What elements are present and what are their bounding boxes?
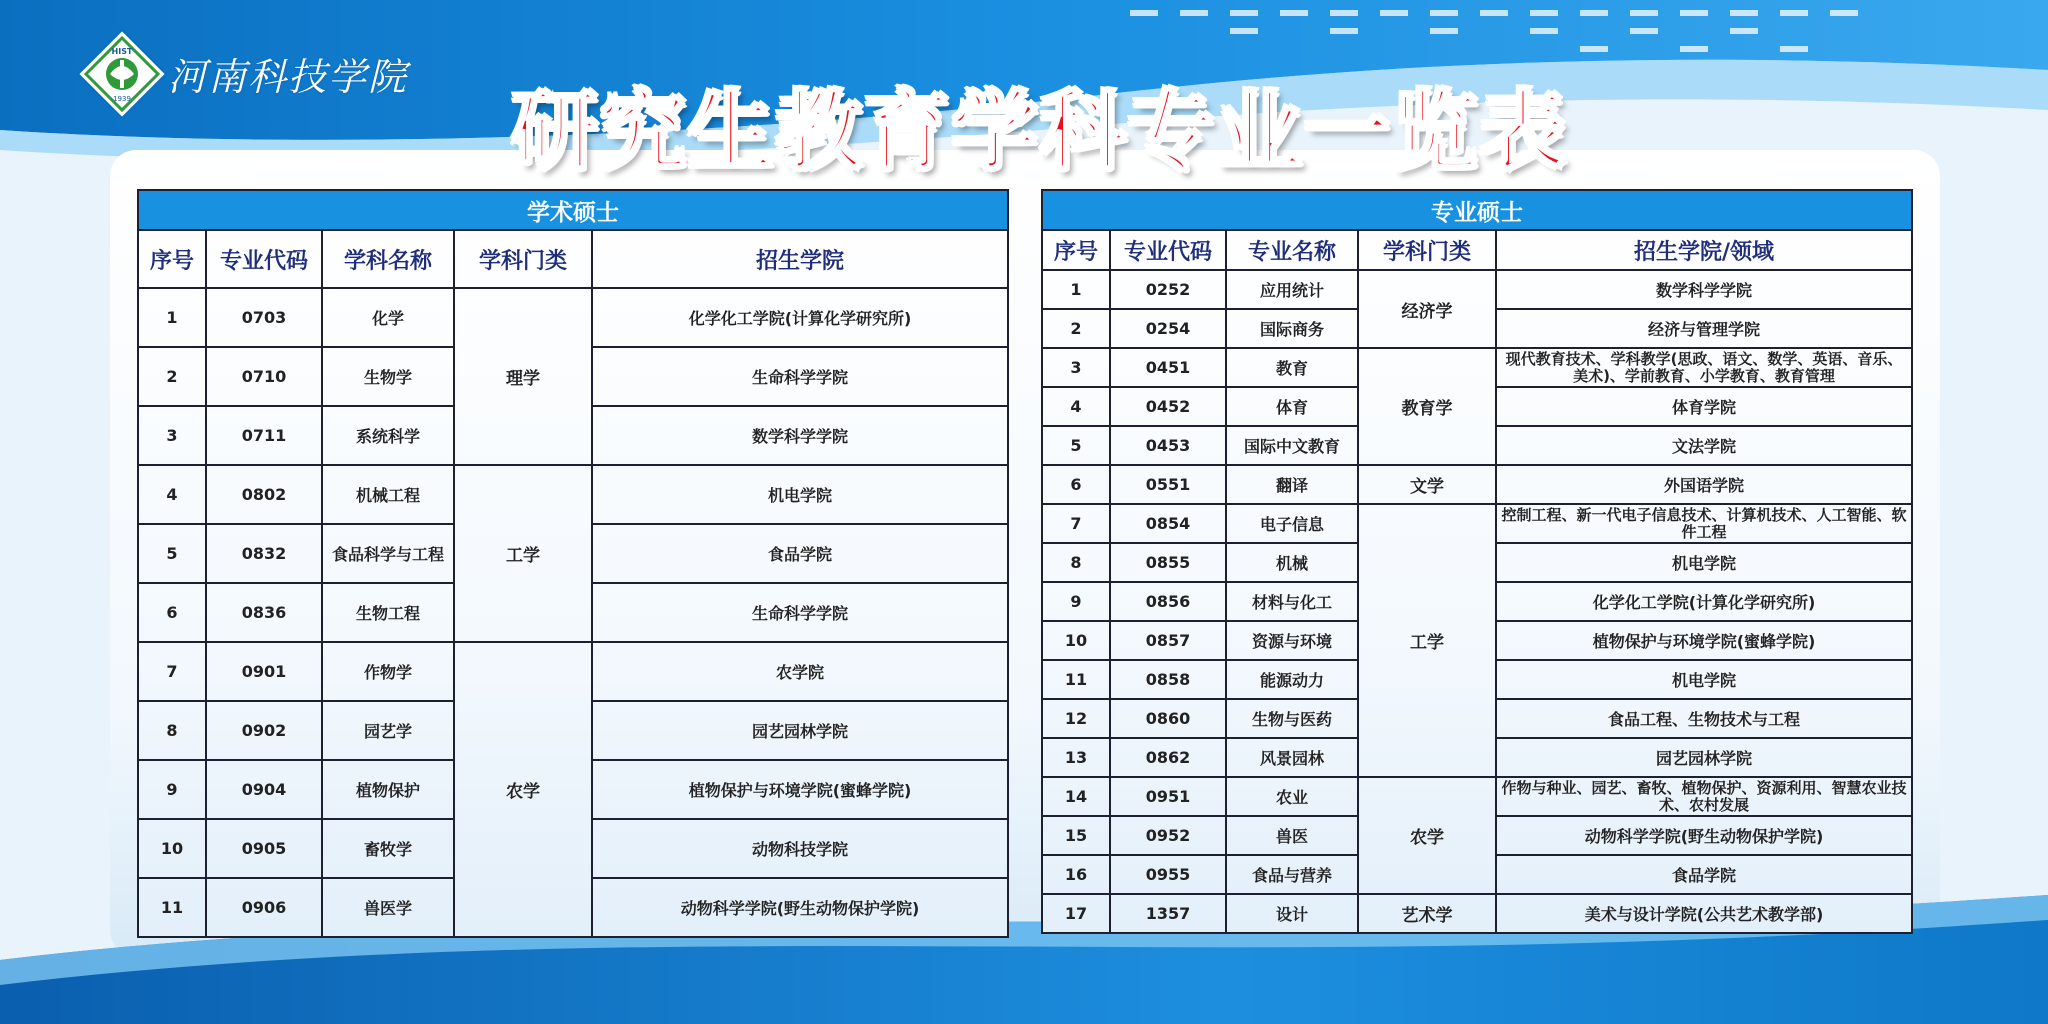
code-cell: 1357 <box>1110 894 1226 933</box>
college-cell: 动物科学学院(野生动物保护学院) <box>592 878 1008 937</box>
college-cell: 作物与种业、园艺、畜牧、植物保护、资源利用、智慧农业技术、农村发展 <box>1496 777 1912 816</box>
subject-name-cell: 生物与医药 <box>1226 699 1358 738</box>
row-number-cell: 6 <box>138 583 206 642</box>
code-cell: 0906 <box>206 878 322 937</box>
category-cell: 教育学 <box>1358 348 1496 465</box>
code-cell: 0836 <box>206 583 322 642</box>
college-cell: 机电学院 <box>1496 543 1912 582</box>
column-header: 序号 <box>138 230 206 288</box>
subject-name-cell: 生物工程 <box>322 583 454 642</box>
row-number-cell: 10 <box>1042 621 1110 660</box>
row-number-cell: 11 <box>1042 660 1110 699</box>
college-cell: 文法学院 <box>1496 426 1912 465</box>
code-cell: 0951 <box>1110 777 1226 816</box>
code-cell: 0905 <box>206 819 322 878</box>
college-cell: 植物保护与环境学院(蜜蜂学院) <box>592 760 1008 819</box>
code-cell: 0860 <box>1110 699 1226 738</box>
row-number-cell: 7 <box>1042 504 1110 543</box>
subject-name-cell: 畜牧学 <box>322 819 454 878</box>
code-cell: 0254 <box>1110 309 1226 348</box>
row-number-cell: 4 <box>1042 387 1110 426</box>
table-row <box>1042 777 1912 816</box>
college-cell: 机电学院 <box>592 465 1008 524</box>
college-cell: 农学院 <box>592 642 1008 701</box>
category-cell: 文学 <box>1358 465 1496 504</box>
subject-name-cell: 生物学 <box>322 347 454 406</box>
subject-name-cell: 兽医 <box>1226 816 1358 855</box>
column-header: 学科门类 <box>1358 230 1496 270</box>
subject-name-cell: 能源动力 <box>1226 660 1358 699</box>
table-row <box>1042 894 1912 933</box>
subject-name-cell: 系统科学 <box>322 406 454 465</box>
table-row <box>138 288 1008 347</box>
subject-name-cell: 体育 <box>1226 387 1358 426</box>
row-number-cell: 14 <box>1042 777 1110 816</box>
row-number-cell: 2 <box>1042 309 1110 348</box>
subject-name-cell: 国际中文教育 <box>1226 426 1358 465</box>
college-cell: 食品学院 <box>592 524 1008 583</box>
row-number-cell: 17 <box>1042 894 1110 933</box>
subject-name-cell: 机械 <box>1226 543 1358 582</box>
school-logo <box>76 28 409 118</box>
table-band-title: 学术硕士 <box>138 190 1008 230</box>
table-band-title: 专业硕士 <box>1042 190 1912 230</box>
row-number-cell: 2 <box>138 347 206 406</box>
page-title: 研究生教育学科专业一览表 <box>512 81 1568 182</box>
college-cell: 数学科学学院 <box>592 406 1008 465</box>
row-number-cell: 16 <box>1042 855 1110 894</box>
subject-name-cell: 设计 <box>1226 894 1358 933</box>
code-cell: 0451 <box>1110 348 1226 387</box>
subject-name-cell: 翻译 <box>1226 465 1358 504</box>
subject-name-cell: 兽医学 <box>322 878 454 937</box>
row-number-cell: 11 <box>138 878 206 937</box>
college-cell: 生命科学学院 <box>592 347 1008 406</box>
college-cell: 食品工程、生物技术与工程 <box>1496 699 1912 738</box>
subject-name-cell: 资源与环境 <box>1226 621 1358 660</box>
code-cell: 0901 <box>206 642 322 701</box>
code-cell: 0955 <box>1110 855 1226 894</box>
subject-name-cell: 国际商务 <box>1226 309 1358 348</box>
college-cell: 生命科学学院 <box>592 583 1008 642</box>
table-row <box>1042 504 1912 543</box>
college-cell: 美术与设计学院(公共艺术教学部) <box>1496 894 1912 933</box>
code-cell: 0711 <box>206 406 322 465</box>
row-number-cell: 5 <box>138 524 206 583</box>
category-cell: 经济学 <box>1358 270 1496 348</box>
college-cell: 化学化工学院(计算化学研究所) <box>592 288 1008 347</box>
subject-name-cell: 食品科学与工程 <box>322 524 454 583</box>
column-header: 专业名称 <box>1226 230 1358 270</box>
code-cell: 0710 <box>206 347 322 406</box>
code-cell: 0952 <box>1110 816 1226 855</box>
row-number-cell: 1 <box>138 288 206 347</box>
column-header: 招生学院/领域 <box>1496 230 1912 270</box>
column-header: 专业代码 <box>1110 230 1226 270</box>
row-number-cell: 7 <box>138 642 206 701</box>
row-number-cell: 13 <box>1042 738 1110 777</box>
academic-table-body <box>138 288 1008 937</box>
emblem-text: HIST <box>111 47 133 56</box>
college-cell: 外国语学院 <box>1496 465 1912 504</box>
row-number-cell: 12 <box>1042 699 1110 738</box>
code-cell: 0854 <box>1110 504 1226 543</box>
college-cell: 体育学院 <box>1496 387 1912 426</box>
college-cell: 经济与管理学院 <box>1496 309 1912 348</box>
table-row <box>1042 348 1912 387</box>
code-cell: 0904 <box>206 760 322 819</box>
code-cell: 0703 <box>206 288 322 347</box>
academic-master-table <box>137 189 1009 938</box>
row-number-cell: 5 <box>1042 426 1110 465</box>
category-cell: 理学 <box>454 288 592 465</box>
row-number-cell: 9 <box>1042 582 1110 621</box>
row-number-cell: 8 <box>1042 543 1110 582</box>
table-row <box>138 642 1008 701</box>
subject-name-cell: 食品与营养 <box>1226 855 1358 894</box>
row-number-cell: 10 <box>138 819 206 878</box>
row-number-cell: 1 <box>1042 270 1110 309</box>
code-cell: 0802 <box>206 465 322 524</box>
college-cell: 现代教育技术、学科教学(思政、语文、数学、英语、音乐、美术)、学前教育、小学教育、教育管理 <box>1496 348 1912 387</box>
subject-name-cell: 应用统计 <box>1226 270 1358 309</box>
table-row <box>138 465 1008 524</box>
column-header: 学科名称 <box>322 230 454 288</box>
professional-master-table <box>1041 189 1913 934</box>
category-cell: 艺术学 <box>1358 894 1496 933</box>
code-cell: 0252 <box>1110 270 1226 309</box>
subject-name-cell: 风景园林 <box>1226 738 1358 777</box>
code-cell: 0856 <box>1110 582 1226 621</box>
row-number-cell: 15 <box>1042 816 1110 855</box>
subject-name-cell: 电子信息 <box>1226 504 1358 543</box>
column-header: 专业代码 <box>206 230 322 288</box>
subject-name-cell: 教育 <box>1226 348 1358 387</box>
code-cell: 0858 <box>1110 660 1226 699</box>
table-row <box>1042 465 1912 504</box>
table-row <box>1042 270 1912 309</box>
column-header: 招生学院 <box>592 230 1008 288</box>
college-cell: 植物保护与环境学院(蜜蜂学院) <box>1496 621 1912 660</box>
column-header: 学科门类 <box>454 230 592 288</box>
row-number-cell: 9 <box>138 760 206 819</box>
category-cell: 农学 <box>454 642 592 937</box>
code-cell: 0862 <box>1110 738 1226 777</box>
code-cell: 0902 <box>206 701 322 760</box>
college-cell: 动物科技学院 <box>592 819 1008 878</box>
college-cell: 动物科学学院(野生动物保护学院) <box>1496 816 1912 855</box>
code-cell: 0857 <box>1110 621 1226 660</box>
college-cell: 机电学院 <box>1496 660 1912 699</box>
subject-name-cell: 材料与化工 <box>1226 582 1358 621</box>
school-name: 河南科技学院 <box>168 55 409 99</box>
code-cell: 0855 <box>1110 543 1226 582</box>
column-header: 序号 <box>1042 230 1110 270</box>
subject-name-cell: 作物学 <box>322 642 454 701</box>
code-cell: 0452 <box>1110 387 1226 426</box>
subject-name-cell: 园艺学 <box>322 701 454 760</box>
college-cell: 园艺园林学院 <box>1496 738 1912 777</box>
college-cell: 化学化工学院(计算化学研究所) <box>1496 582 1912 621</box>
emblem-year: 1939 <box>113 95 131 103</box>
college-cell: 数学科学学院 <box>1496 270 1912 309</box>
category-cell: 工学 <box>1358 504 1496 777</box>
school-emblem-icon <box>76 28 168 120</box>
college-cell: 控制工程、新一代电子信息技术、计算机技术、人工智能、软件工程 <box>1496 504 1912 543</box>
subject-name-cell: 植物保护 <box>322 760 454 819</box>
code-cell: 0453 <box>1110 426 1226 465</box>
professional-table-body <box>1042 270 1912 933</box>
college-cell: 园艺园林学院 <box>592 701 1008 760</box>
row-number-cell: 3 <box>1042 348 1110 387</box>
code-cell: 0832 <box>206 524 322 583</box>
category-cell: 农学 <box>1358 777 1496 894</box>
subject-name-cell: 化学 <box>322 288 454 347</box>
category-cell: 工学 <box>454 465 592 642</box>
college-cell: 食品学院 <box>1496 855 1912 894</box>
subject-name-cell: 农业 <box>1226 777 1358 816</box>
code-cell: 0551 <box>1110 465 1226 504</box>
row-number-cell: 3 <box>138 406 206 465</box>
row-number-cell: 4 <box>138 465 206 524</box>
subject-name-cell: 机械工程 <box>322 465 454 524</box>
row-number-cell: 8 <box>138 701 206 760</box>
row-number-cell: 6 <box>1042 465 1110 504</box>
